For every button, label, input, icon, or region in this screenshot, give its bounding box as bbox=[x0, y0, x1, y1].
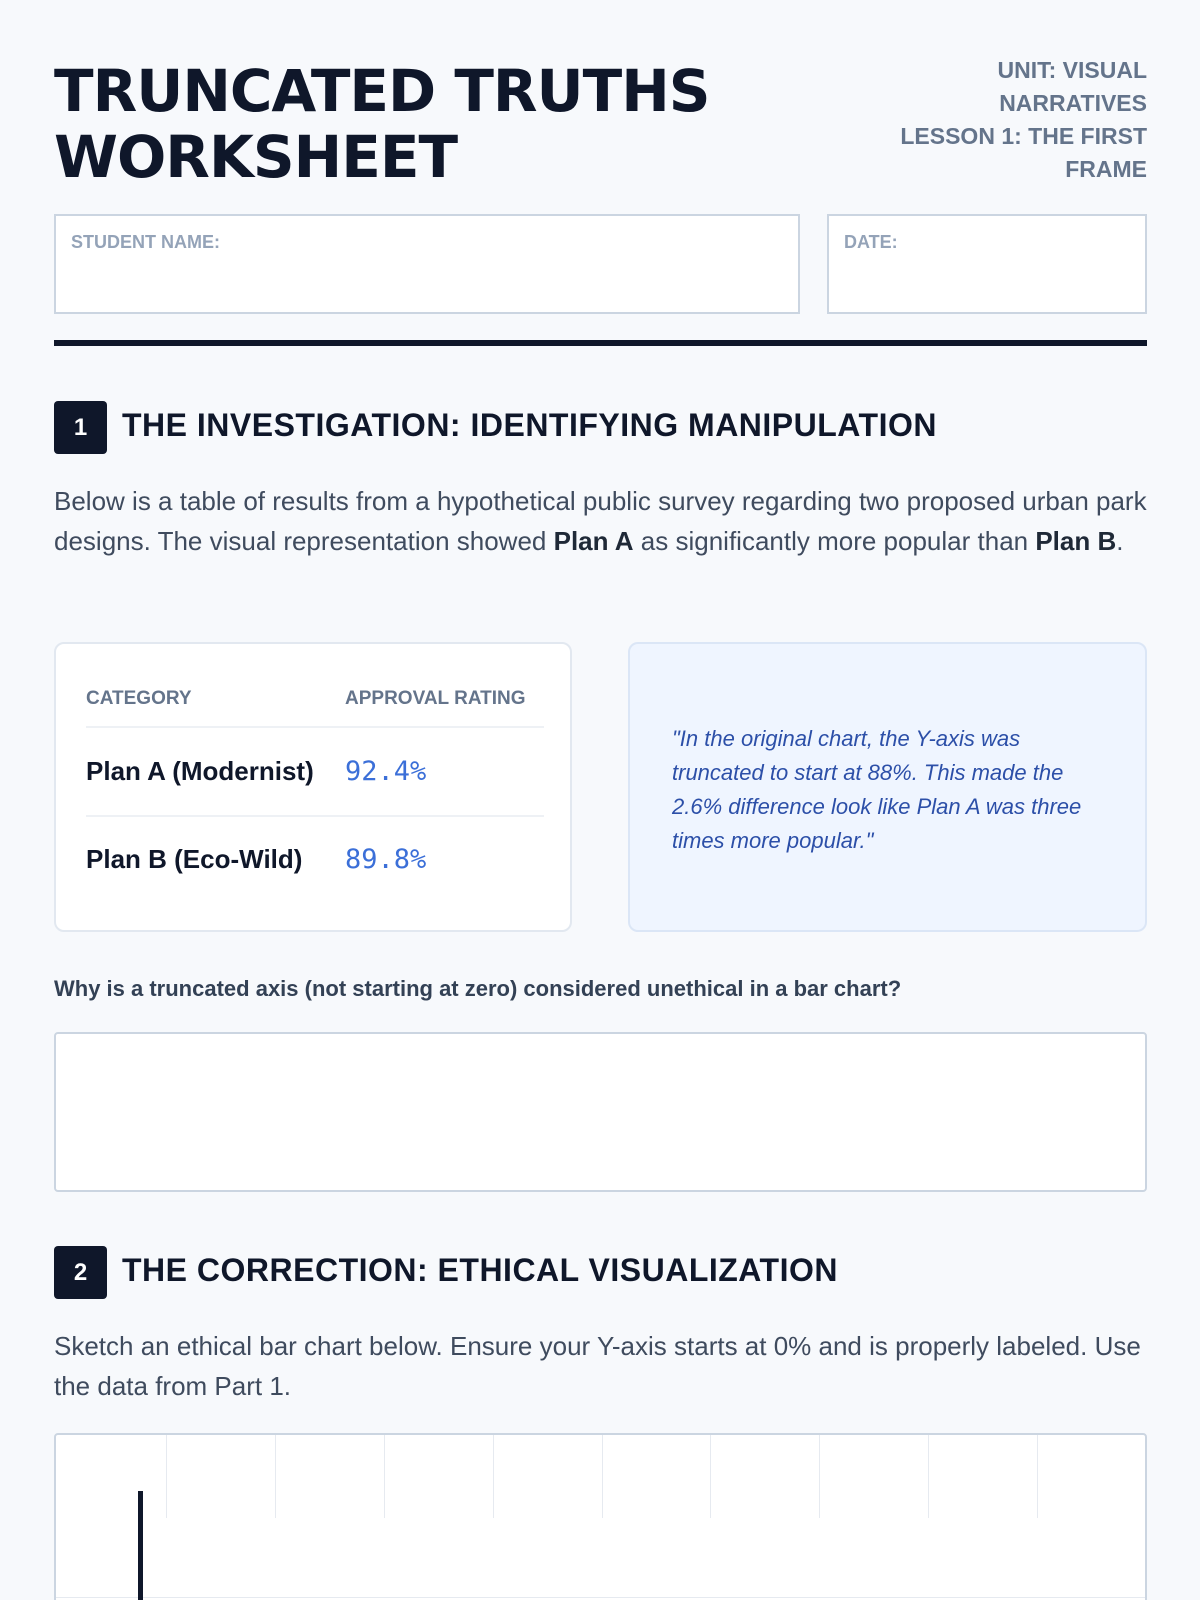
student-fields bbox=[54, 214, 1147, 314]
student-name-label: STUDENT NAME: bbox=[71, 232, 220, 252]
section-1-heading bbox=[54, 401, 1147, 455]
intro-text: . bbox=[1116, 526, 1124, 556]
table-header-rating: APPROVAL RATING bbox=[345, 688, 526, 709]
question-prompt: Why is a truncated axis (not starting at zero) considered unethical in a bar chart? bbox=[54, 976, 902, 1001]
intro-plan-b: Plan B bbox=[1035, 526, 1117, 556]
unit-info bbox=[847, 54, 1147, 186]
section-2-heading bbox=[54, 1246, 1147, 1300]
section-1-intro bbox=[54, 481, 1147, 561]
quote-text: "In the original chart, the Y-axis was truncated to start at 88%. This made the 2.6% difference look like Plan A was three times more popular." bbox=[672, 726, 1082, 853]
section-1-title: THE INVESTIGATION: IDENTIFYING MANIPULATION bbox=[122, 407, 937, 443]
grid-line bbox=[275, 1435, 276, 1518]
quote-callout bbox=[628, 642, 1147, 932]
table-row-rating: 89.8% bbox=[345, 844, 427, 875]
grid-line bbox=[819, 1435, 820, 1518]
date-label: DATE: bbox=[844, 232, 898, 252]
intro-text: as significantly more popular than bbox=[633, 526, 1036, 556]
date-field[interactable] bbox=[827, 214, 1147, 314]
section-2-title: THE CORRECTION: ETHICAL VISUALIZATION bbox=[122, 1252, 838, 1288]
survey-table bbox=[54, 642, 572, 932]
grid-line bbox=[602, 1435, 603, 1518]
lesson-label: LESSON 1: THE FIRST FRAME bbox=[900, 123, 1147, 182]
sketch-area[interactable] bbox=[54, 1433, 1147, 1600]
header-divider bbox=[54, 340, 1147, 346]
table-row-rating: 92.4% bbox=[345, 756, 427, 787]
y-axis-line bbox=[138, 1491, 143, 1600]
table-header-category: CATEGORY bbox=[86, 688, 192, 709]
worksheet-page bbox=[54, 0, 1147, 1401]
table-row-category: Plan B (Eco-Wild) bbox=[86, 844, 303, 874]
grid-line bbox=[1037, 1435, 1038, 1518]
worksheet-title: TRUNCATED TRUTHS WORKSHEET bbox=[54, 57, 710, 191]
intro-text: Below is a table of results from a hypothetical public survey regarding two proposed urban park designs. The visual representation showed bbox=[54, 486, 1147, 556]
worksheet-header bbox=[54, 0, 1147, 200]
grid-line bbox=[56, 1597, 1147, 1598]
grid-line bbox=[493, 1435, 494, 1518]
grid-line bbox=[166, 1435, 167, 1518]
grid-line bbox=[928, 1435, 929, 1518]
grid-line bbox=[710, 1435, 711, 1518]
answer-textbox[interactable] bbox=[54, 1032, 1147, 1192]
grid-line bbox=[384, 1435, 385, 1518]
section-2-badge: 2 bbox=[54, 1246, 107, 1299]
section-1-badge: 1 bbox=[54, 401, 107, 454]
section-2-intro: Sketch an ethical bar chart below. Ensure your Y-axis starts at 0% and is properly labeled. Use the data from Part 1. bbox=[54, 1331, 1141, 1401]
table-divider bbox=[86, 815, 544, 817]
intro-plan-a: Plan A bbox=[553, 526, 634, 556]
student-name-field[interactable] bbox=[54, 214, 800, 314]
table-row-category: Plan A (Modernist) bbox=[86, 756, 314, 786]
table-divider bbox=[86, 726, 544, 728]
unit-label: UNIT: VISUAL NARRATIVES bbox=[997, 57, 1147, 116]
